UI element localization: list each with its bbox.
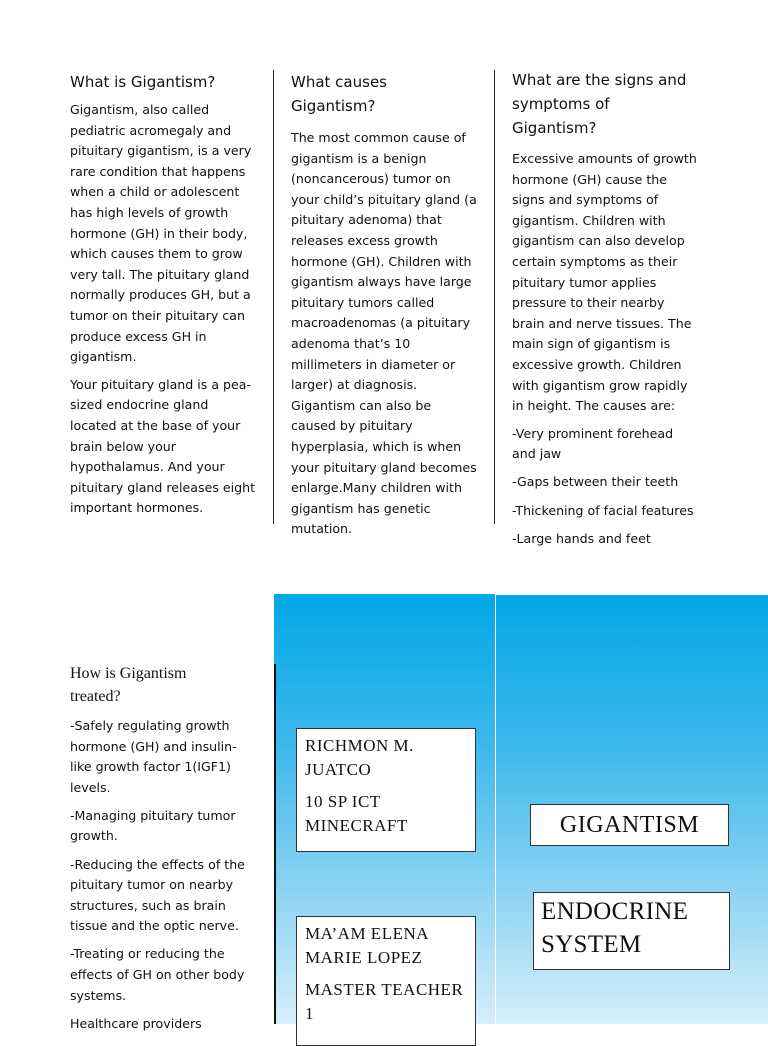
list-item: -Reducing the effects of the pituitary tumor on nearby structures, such as brain tissue and the optic nerve. (70, 856, 245, 934)
paragraph-symptoms: Excessive amounts of growth hormone (GH) cause the signs and symptoms of gigantism. Children with gigantism can also develop certain symptoms as their pituitary tumor applies pressure to their nearby brain and nerve tissues. The main sign of gigantism is excessive growth. Children with gigantism grow rapidly in height. The causes are: (512, 151, 697, 414)
list-item: -Safely regulating growth hormone (GH) and insulin-like growth factor 1(IGF1) levels. (70, 718, 237, 795)
panel-edge-shadow (274, 664, 276, 1024)
column-causes (291, 70, 479, 547)
heading-symptoms: What are the signs and symptoms of Gigantism? (512, 71, 687, 137)
paragraph-pituitary-gland: Your pituitary gland is a pea-sized endocrine gland located at the base of your brain below your hypothalamus. And your pituitary gland releases eight important hormones. (70, 376, 256, 516)
list-item: Healthcare providers (70, 1015, 202, 1031)
column-symptoms (512, 68, 700, 557)
cover-subtitle: ENDOCRINE SYSTEM (541, 898, 689, 958)
paragraph-definition: Gigantism, also called pediatric acromegaly and pituitary gigantism, is a very rare condition that happens when a child or adolescent has high levels of growth hormone (GH) in their body, which causes them to grow very tall. The pituitary gland normally produces GH, but a tumor on their pituitary can produce excess GH in gigantism. (70, 102, 252, 365)
heading-treatment: How is Gigantism treated? (70, 665, 187, 705)
list-item: -Gaps between their teeth (512, 474, 679, 490)
list-item: -Thickening of facial features (512, 502, 694, 518)
teacher-role: MASTER TEACHER 1 (305, 980, 464, 1023)
heading-what-is: What is Gigantism? (70, 73, 216, 91)
author-section: 10 SP ICT MINECRAFT (305, 792, 408, 835)
treatment-list (70, 716, 256, 1034)
author-box (296, 728, 476, 852)
column-treatment (70, 662, 256, 1042)
paragraph-causes: The most common cause of gigantism is a benign (noncancerous) tumor on your child’s pituitary gland (a pituitary adenoma) that releases excess growth hormone (GH). Children with gigantism always have large pituitary tumors called macroadenomas (a pituitary adenoma that’s 10 millimeters in diameter or larger) at diagnosis. Gigantism can also be caused by pituitary hyperplasia, which is when your pituitary gland becomes enlarge.Many children with gigantism has genetic mutation. (291, 130, 477, 537)
symptom-list (512, 424, 700, 549)
cover-title-box (530, 804, 729, 846)
list-item: -Treating or reducing the effects of GH on other body systems. (70, 946, 245, 1003)
cover-subtitle-box (533, 892, 730, 970)
column-divider-2 (494, 70, 495, 524)
column-divider-1 (273, 70, 274, 524)
heading-causes: What causes Gigantism? (291, 73, 387, 115)
teacher-box (296, 916, 476, 1046)
list-item: -Very prominent forehead and jaw (512, 425, 674, 462)
cover-title: GIGANTISM (559, 812, 700, 838)
column-what-is (70, 70, 256, 526)
list-item: -Managing pituitary tumor growth. (70, 807, 236, 844)
list-item: -Large hands and feet (512, 530, 651, 546)
author-name: RICHMON M. JUATCO (305, 736, 414, 779)
teacher-name: MA’AM ELENA MARIE LOPEZ (305, 924, 429, 967)
